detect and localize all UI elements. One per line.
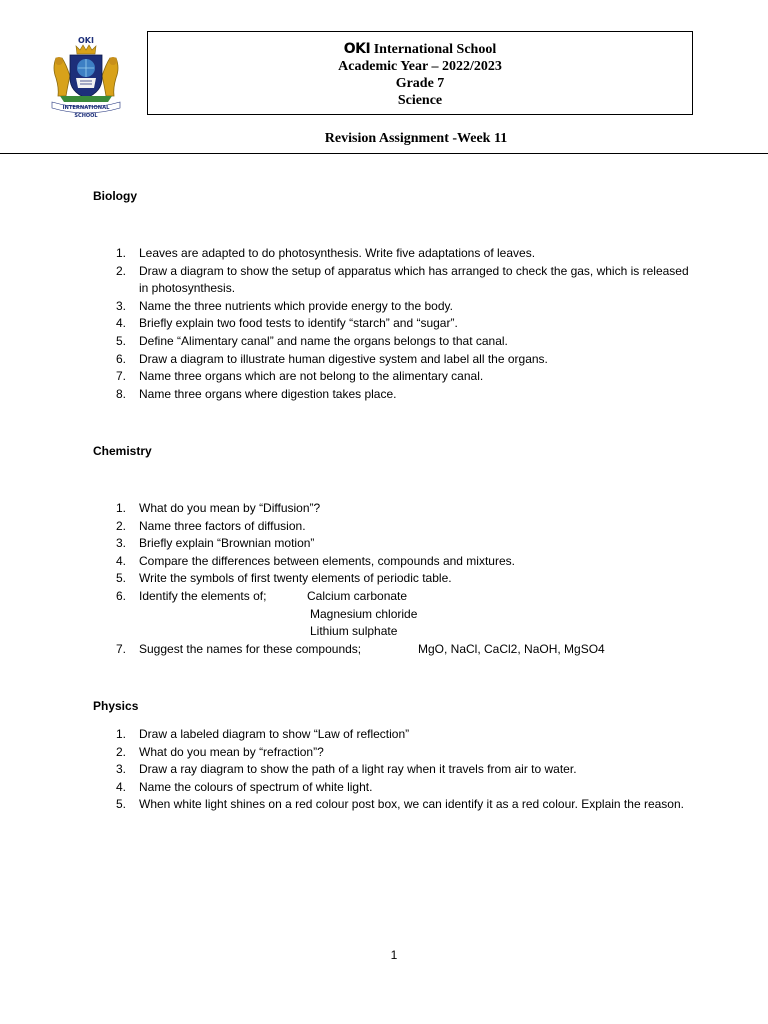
item-text: [139, 588, 689, 606]
item-text: Define “Alimentary canal” and name the organs belongs to that canal.: [139, 333, 508, 348]
list-item: [0, 351, 768, 369]
academic-year: Academic Year – 2022/2023: [338, 59, 502, 74]
list-item: [0, 779, 768, 797]
item-text: What do you mean by “Diffusion”?: [139, 501, 321, 515]
item-number: 5.: [116, 571, 127, 586]
element-compound-2: Magnesium chloride: [310, 606, 418, 621]
list-item: [0, 368, 768, 386]
assignment-title: Revision Assignment -Week 11: [324, 131, 508, 146]
item-number: 2.: [116, 518, 127, 533]
list-item: [0, 263, 768, 298]
item-number: 8.: [116, 386, 127, 401]
item-number: 4.: [116, 316, 127, 331]
school-name: [148, 41, 692, 58]
item-number: 6.: [116, 351, 127, 366]
item-number: 1.: [116, 246, 127, 260]
header-divider: [0, 153, 768, 154]
element-compound-1: Calcium carbonate: [307, 588, 408, 603]
item-number: 6.: [116, 588, 127, 603]
list-item: [0, 245, 768, 263]
item-number: 1.: [116, 727, 127, 741]
element-compound-3: Lithium sulphate: [310, 624, 398, 639]
item-text: Name three organs where digestion takes place.: [139, 386, 397, 401]
list-item: [0, 518, 768, 536]
item-number: 3.: [116, 762, 127, 777]
item-text: What do you mean by “refraction”?: [139, 744, 324, 759]
logo-text-international: INTERNATIONAL: [62, 105, 110, 111]
school-logo: [50, 34, 122, 120]
chemistry-question-list: [0, 500, 768, 658]
item-number: 3.: [116, 298, 127, 313]
physics-question-list: [0, 726, 768, 814]
item-number: 5.: [116, 333, 127, 348]
header-box: [147, 31, 693, 115]
item-number: 4.: [116, 779, 127, 794]
logo-text-school: SCHOOL: [74, 113, 98, 119]
school-brand: OKI: [343, 41, 371, 57]
item-number: 2.: [116, 263, 127, 278]
biology-question-list: [0, 245, 768, 403]
list-item: [0, 500, 768, 518]
list-item: [0, 553, 768, 571]
item-text: Name the colours of spectrum of white light.: [139, 779, 373, 794]
item-text: Name three factors of diffusion.: [139, 518, 306, 533]
item-text: Compare the differences between elements, compounds and mixtures.: [139, 553, 515, 568]
item-text: Leaves are adapted to do photosynthesis. Write five adaptations of leaves.: [139, 246, 536, 260]
list-item: [0, 315, 768, 333]
item-number: 2.: [116, 744, 127, 759]
item-number: 7.: [116, 369, 127, 384]
list-item: [0, 386, 768, 404]
list-item: [0, 333, 768, 351]
logo-brand-text: OKI: [78, 36, 94, 45]
item-number: 1.: [116, 501, 127, 515]
item-number: 5.: [116, 797, 127, 812]
physics-section-title: Physics: [93, 699, 139, 713]
item-number: 4.: [116, 553, 127, 568]
page-number: 1: [390, 948, 398, 962]
list-item: [0, 796, 768, 814]
list-item: [0, 298, 768, 316]
item-text: Write the symbols of first twenty elements of periodic table.: [139, 571, 452, 586]
list-item: [0, 726, 768, 744]
list-item: [0, 641, 768, 659]
item-text-main: Identify the elements of;: [139, 588, 267, 603]
school-name-suffix: International School: [373, 42, 497, 57]
item-text: Draw a diagram to show the setup of apparatus which has arranged to check the gas, which is released in photosynthesis.: [139, 263, 689, 296]
item-number: 7.: [116, 641, 127, 656]
item-text: Briefly explain “Brownian motion”: [139, 536, 315, 551]
item-text: Name the three nutrients which provide energy to the body.: [139, 298, 453, 313]
compound-formulas: MgO, NaCl, CaCl2, NaOH, MgSO4: [418, 641, 605, 656]
item-text-main: Suggest the names for these compounds;: [139, 641, 362, 656]
item-text: Draw a diagram to illustrate human digestive system and label all the organs.: [139, 351, 548, 366]
item-text: Draw a labeled diagram to show “Law of reflection”: [139, 727, 410, 741]
item-text: When white light shines on a red colour post box, we can identify it as a red colour. Explain the reason.: [139, 797, 684, 812]
list-item: [0, 588, 768, 606]
item-text: Name three organs which are not belong to the alimentary canal.: [139, 369, 484, 384]
item-text: [139, 641, 689, 659]
biology-section-title: Biology: [93, 189, 137, 203]
list-item: [0, 744, 768, 762]
list-item: [0, 570, 768, 588]
item-text: Briefly explain two food tests to identify “starch” and “sugar”.: [139, 316, 458, 331]
grade: Grade 7: [395, 76, 445, 91]
subject: Science: [397, 93, 443, 108]
list-item: [0, 535, 768, 553]
item-number: 3.: [116, 536, 127, 551]
item-text: Draw a ray diagram to show the path of a light ray when it travels from air to water.: [139, 762, 577, 777]
chemistry-section-title: Chemistry: [93, 444, 152, 458]
list-item: [0, 761, 768, 779]
